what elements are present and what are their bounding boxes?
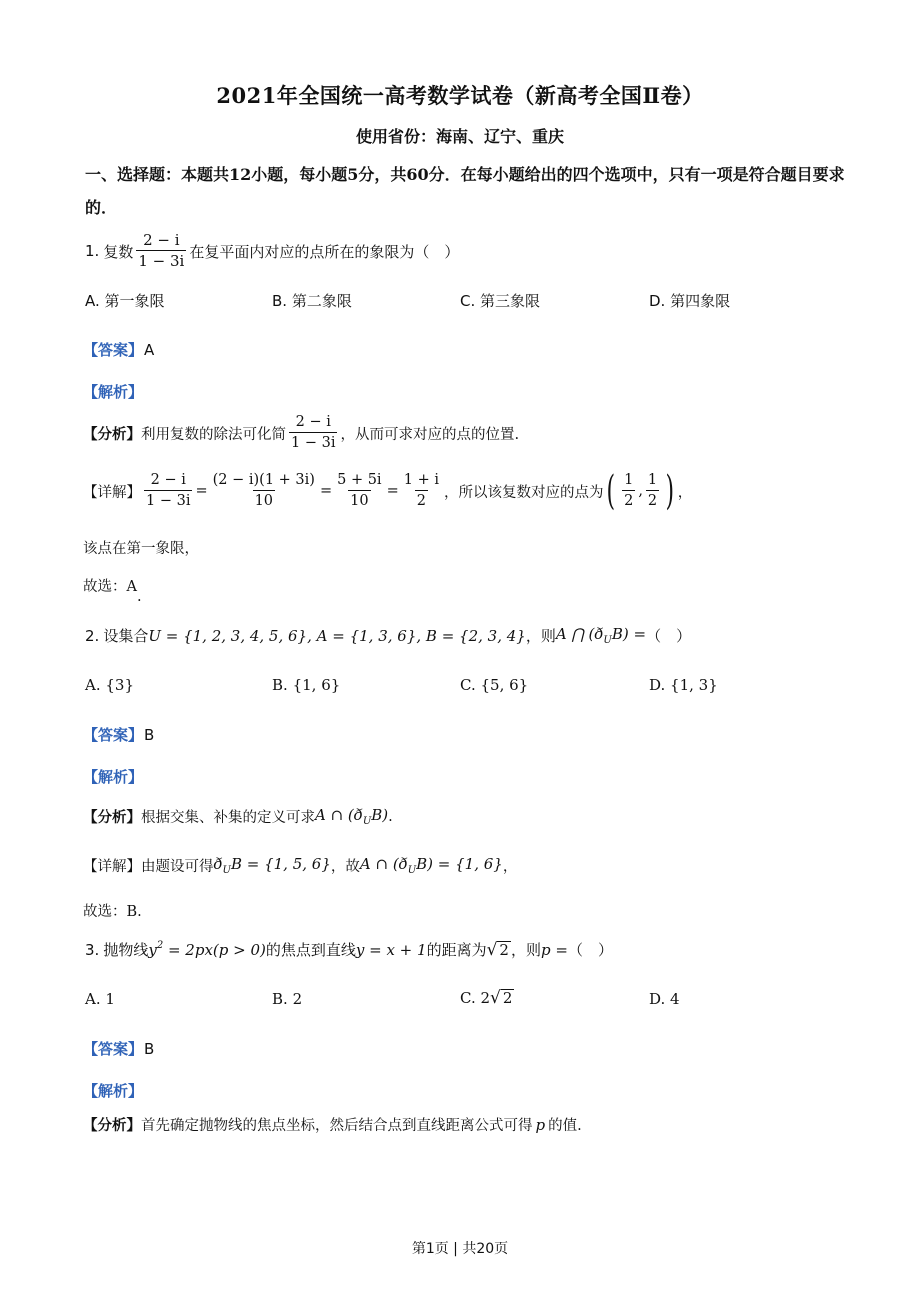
fenxi-line <box>83 412 519 454</box>
fraction <box>335 470 383 512</box>
detail-text: ， <box>502 859 518 875</box>
fenxi-text: . <box>388 808 393 825</box>
choose-line <box>83 575 142 605</box>
fenxi-text: 的值. <box>548 1118 582 1134</box>
option-label: A. <box>85 990 101 1008</box>
option-label: B. <box>272 292 288 310</box>
fenxi-text: ，从而可求对应的点的位置. <box>340 426 520 443</box>
fenxi-label: 【分析】 <box>83 425 141 443</box>
denominator: 1 − 3i <box>138 252 185 270</box>
analysis-label: 【解析】 <box>83 1082 144 1100</box>
detail-label: 【详解】 <box>83 484 141 501</box>
detail-math: $ð_UB = \{1$, 5, 6} <box>213 855 331 876</box>
fenxi-label: 【分析】 <box>83 809 141 826</box>
fenxi-line <box>83 806 393 827</box>
fenxi-text: 根据交集、补集的定义可求 <box>141 810 315 826</box>
numerator: 1 + i <box>403 472 439 488</box>
numerator: 2 − i <box>143 231 180 249</box>
question-text: ，则 <box>525 627 556 645</box>
question-text: ，则 <box>510 941 541 959</box>
denominator: 2 <box>622 490 635 512</box>
option-label: C. <box>460 676 476 694</box>
denominator: 1 − 3i <box>144 490 192 512</box>
detail-text: ， <box>677 484 693 501</box>
question-math: A ⋂ $(ð_UB)$ = <box>555 625 647 646</box>
detail-text: ，故 <box>330 859 360 875</box>
page-footer: 第1页 | 共20页 <box>411 1241 509 1257</box>
analysis-label: 【解析】 <box>83 383 144 401</box>
fenxi-math: A ∩ $(ð_UB)$ <box>315 806 389 827</box>
fraction <box>136 230 186 272</box>
answer-label: 【答案】 <box>83 341 144 359</box>
detail-text: 由题设可得 <box>141 859 214 875</box>
question-number: 1. <box>85 242 100 260</box>
fraction <box>622 470 635 512</box>
detail-line <box>83 855 517 876</box>
numerator: 2 − i <box>150 472 186 488</box>
option-label: B. <box>272 990 288 1008</box>
choose-dot: . <box>136 589 142 605</box>
option-label: D. <box>649 676 666 694</box>
fenxi-text: 利用复数的除法可化简 <box>141 426 286 443</box>
option-text: 4 <box>670 990 680 1008</box>
answer-value: B <box>144 726 155 744</box>
question-3 <box>85 939 613 960</box>
option-text: {1, 3} <box>670 676 718 694</box>
option-a <box>85 290 165 311</box>
question-math: y = x + 1 <box>355 940 427 959</box>
fenxi-label: 【分析】 <box>83 1117 141 1134</box>
numerator: 1 <box>647 472 658 488</box>
question-2 <box>85 625 691 646</box>
question-text: 的距离为 <box>426 941 487 959</box>
option-c <box>460 988 514 1008</box>
fraction <box>144 470 192 512</box>
detail-label: 【详解】 <box>83 859 141 875</box>
answer-value: A <box>144 341 155 359</box>
answer-label: 【答案】 <box>83 726 144 744</box>
question-number: 3. <box>85 940 100 959</box>
denominator: 2 <box>646 490 659 512</box>
analysis-line <box>83 1080 143 1101</box>
question-text: 设集合 <box>103 627 149 645</box>
option-b <box>272 990 302 1008</box>
numerator: 2 − i <box>295 414 331 430</box>
sqrt-symbol: √ <box>490 988 501 1008</box>
option-text: {1, 6} <box>292 676 341 694</box>
choose-text: 故选：A <box>83 579 137 595</box>
numerator: (2 − i)(1 + 3i) <box>212 472 315 488</box>
option-a <box>85 676 134 694</box>
option-label: C. <box>460 989 476 1007</box>
option-text: 第二象限 <box>291 292 352 310</box>
denominator: 10 <box>253 490 275 512</box>
fenxi-line <box>83 1114 582 1135</box>
option-text: 2 <box>480 989 491 1007</box>
page-subtitle: 使用省份：海南、辽宁、重庆 <box>355 127 564 146</box>
question-text: 复数 <box>103 242 134 261</box>
option-label: C. <box>460 292 476 310</box>
denominator: 1 − 3i <box>289 432 337 454</box>
fenxi-text: 首先确定抛物线的焦点坐标，然后结合点到直线距离公式可得 <box>141 1118 533 1134</box>
option-text: 第四象限 <box>670 292 731 310</box>
answer-value: B <box>144 1040 155 1058</box>
denominator: 10 <box>348 490 370 512</box>
option-text: {3} <box>105 676 135 694</box>
analysis-line <box>83 381 143 402</box>
question-text: （ ） <box>646 627 692 645</box>
detail-line-2: 该点在第一象限， <box>83 541 199 557</box>
option-label: B. <box>272 676 288 694</box>
option-label: D. <box>649 292 666 310</box>
detail-math: A ∩ $(ð_UB) = \{1$, 6} <box>359 855 503 876</box>
answer-line <box>83 1038 154 1059</box>
question-text: 抛物线 <box>103 941 149 959</box>
option-c <box>460 676 528 694</box>
option-text: 第三象限 <box>480 292 541 310</box>
option-label: D. <box>649 990 666 1008</box>
fenxi-math: p <box>535 1115 546 1134</box>
fraction <box>289 412 337 454</box>
question-math: p = <box>540 940 568 959</box>
option-c <box>460 290 540 311</box>
analysis-line <box>83 766 143 787</box>
choose-line: 故选：B. <box>83 904 142 920</box>
option-label: A. <box>85 292 100 310</box>
option-text: 第一象限 <box>104 292 165 310</box>
question-number: 2. <box>85 626 100 645</box>
fraction <box>646 470 659 512</box>
section-heading: 一、选择题：本题共12小题，每小题5分，共60分．在每小题给出的四个选项中，只有一项是符合题目要求的． <box>85 165 845 217</box>
option-a <box>85 990 115 1008</box>
option-text: 1 <box>105 990 115 1008</box>
question-text: 的焦点到直线 <box>265 941 356 959</box>
page-title: 2021年全国统一高考数学试卷（新高考全国Ⅱ卷） <box>216 83 704 108</box>
detail-text: ，所以该复数对应的点为 <box>443 484 604 501</box>
sqrt-expression: √ 2 <box>486 939 509 960</box>
analysis-label: 【解析】 <box>83 768 144 786</box>
question-text: （ ） <box>567 941 613 959</box>
question-text: 在复平面内对应的点所在的象限为（ ） <box>189 242 460 261</box>
question-math: U = {1, 2, 3, 4, 5, 6}, A = {1, 3, 6}, B = {2, 3, 4} <box>148 626 526 645</box>
answer-label: 【答案】 <box>83 1040 144 1058</box>
option-d <box>649 990 680 1008</box>
option-d <box>649 290 730 311</box>
answer-line <box>83 724 154 745</box>
option-text: 2 <box>292 990 303 1008</box>
denominator: 2 <box>415 490 428 512</box>
option-d <box>649 676 718 694</box>
detail-line: 【详解】 $\frac{2 - i}{1 - 3i}$ = $\frac{(2 - i)(1 + 3i)}{10}$ = $\frac{5 + 5i}{10}$ = $\frac{1 + i}{2}$ ，所以该复数对应的点为 ( $\frac{1}{2}$ , $\frac{1}{2}$ ) ， <box>83 468 693 514</box>
option-label: A. <box>85 676 101 694</box>
option-b <box>272 676 340 694</box>
sqrt-value: 2 <box>502 989 513 1007</box>
option-b <box>272 290 352 311</box>
question-math: $y^2 = 2px(p > 0)$ <box>148 940 266 959</box>
option-text: {5, 6} <box>480 676 529 694</box>
fraction <box>402 470 441 512</box>
numerator: 1 <box>624 472 634 488</box>
fraction <box>211 470 317 512</box>
numerator: 5 + 5i <box>337 472 382 488</box>
answer-line <box>83 339 154 360</box>
question-1 <box>85 230 459 272</box>
